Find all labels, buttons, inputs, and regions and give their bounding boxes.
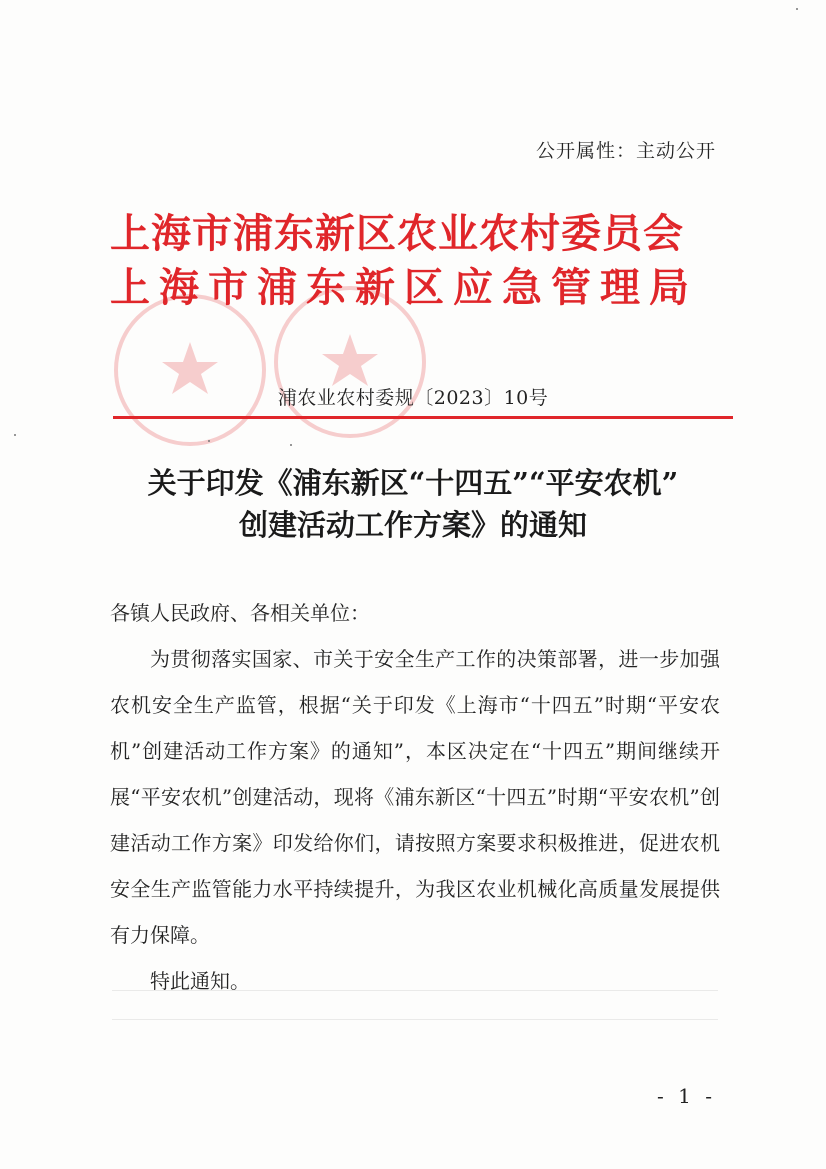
title-line-2: 创建活动工作方案》的通知 — [238, 508, 587, 542]
document-title — [0, 462, 826, 546]
issuer-agriculture-committee: 上海市浦东新区农业农村委员会 — [110, 211, 684, 257]
issuer-emergency-bureau: 上海市浦东新区应急管理局 — [110, 265, 698, 311]
scan-speck — [208, 440, 210, 442]
closing-line: 特此通知。 — [150, 969, 250, 993]
issuing-authorities — [110, 208, 730, 316]
salutation: 各镇人民政府、各相关单位： — [110, 601, 370, 625]
scan-speck — [14, 434, 16, 436]
red-divider — [113, 416, 733, 419]
scan-speck — [290, 444, 292, 446]
document-number: 浦农业农村委规〔2023〕10号 — [277, 387, 549, 409]
document-body — [110, 590, 720, 1004]
title-line-1: 关于印发《浦东新区“十四五”“平安农机” — [147, 466, 679, 500]
bleed-through-ghost-text — [112, 990, 718, 1020]
disclosure-attribute: 公开属性：主动公开 — [535, 140, 716, 162]
scan-speck — [796, 8, 798, 10]
body-paragraph: 为贯彻落实国家、市关于安全生产工作的决策部署，进一步加强农机安全生产监管，根据“关于印发《上海市“十四五”时期“平安农机”创建活动工作方案》的通知”，本区决定在“十四五”期间继续开展“平安农机”创建活动，现将《浦东新区“十四五”时期“平安农机”创建活动工作方案》印发给你们，请按照方案要求积极推进，促进农机安全生产监管能力水平持续提升，为我区农业机械化高质量发展提供有力保障。 — [110, 647, 720, 947]
page-number: - 1 - — [657, 1084, 716, 1108]
